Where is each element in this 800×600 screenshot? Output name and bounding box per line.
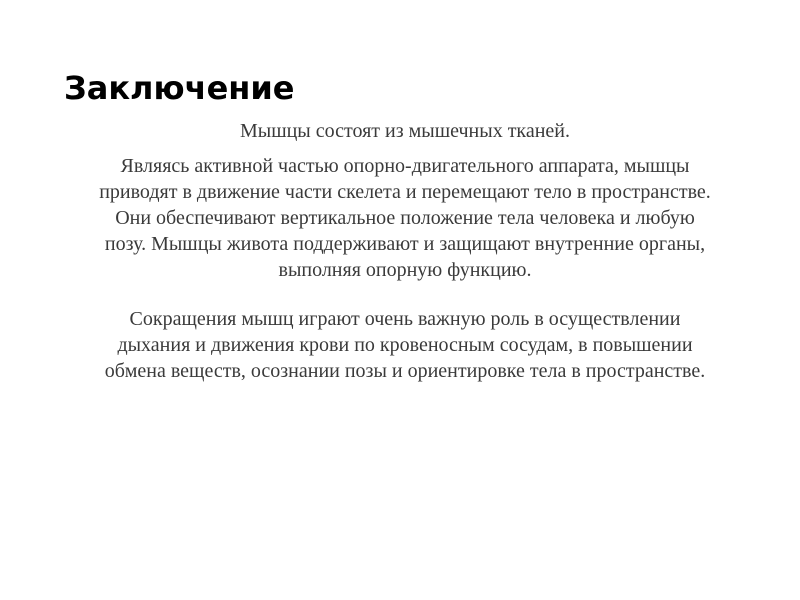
paragraph-intro bbox=[40, 118, 770, 144]
text-line: приводят в движение части скелета и перемещают тело в пространстве. bbox=[99, 181, 711, 203]
slide-body bbox=[40, 118, 770, 384]
text-line: Мышцы состоят из мышечных тканей. bbox=[239, 120, 571, 142]
text-line: выполняя опорную функцию. bbox=[278, 259, 532, 281]
text-line: позу. Мышцы живота поддерживают и защищают внутренние органы, bbox=[104, 233, 706, 255]
text-line: Они обеспечивают вертикальное положение тела человека и любую bbox=[115, 207, 695, 229]
slide-title: Заключение bbox=[64, 69, 295, 107]
paragraph-contraction bbox=[40, 306, 770, 384]
text-line: Являясь активной частью опорно-двигательного аппарата, мышцы bbox=[120, 155, 690, 177]
text-line: дыхания и движения крови по кровеносным сосудам, в повышении bbox=[117, 334, 693, 356]
paragraph-function bbox=[40, 153, 770, 283]
text-line: Сокращения мышц играют очень важную роль в осуществлении bbox=[129, 308, 681, 330]
text-line: обмена веществ, осознании позы и ориентировке тела в пространстве. bbox=[104, 360, 706, 382]
